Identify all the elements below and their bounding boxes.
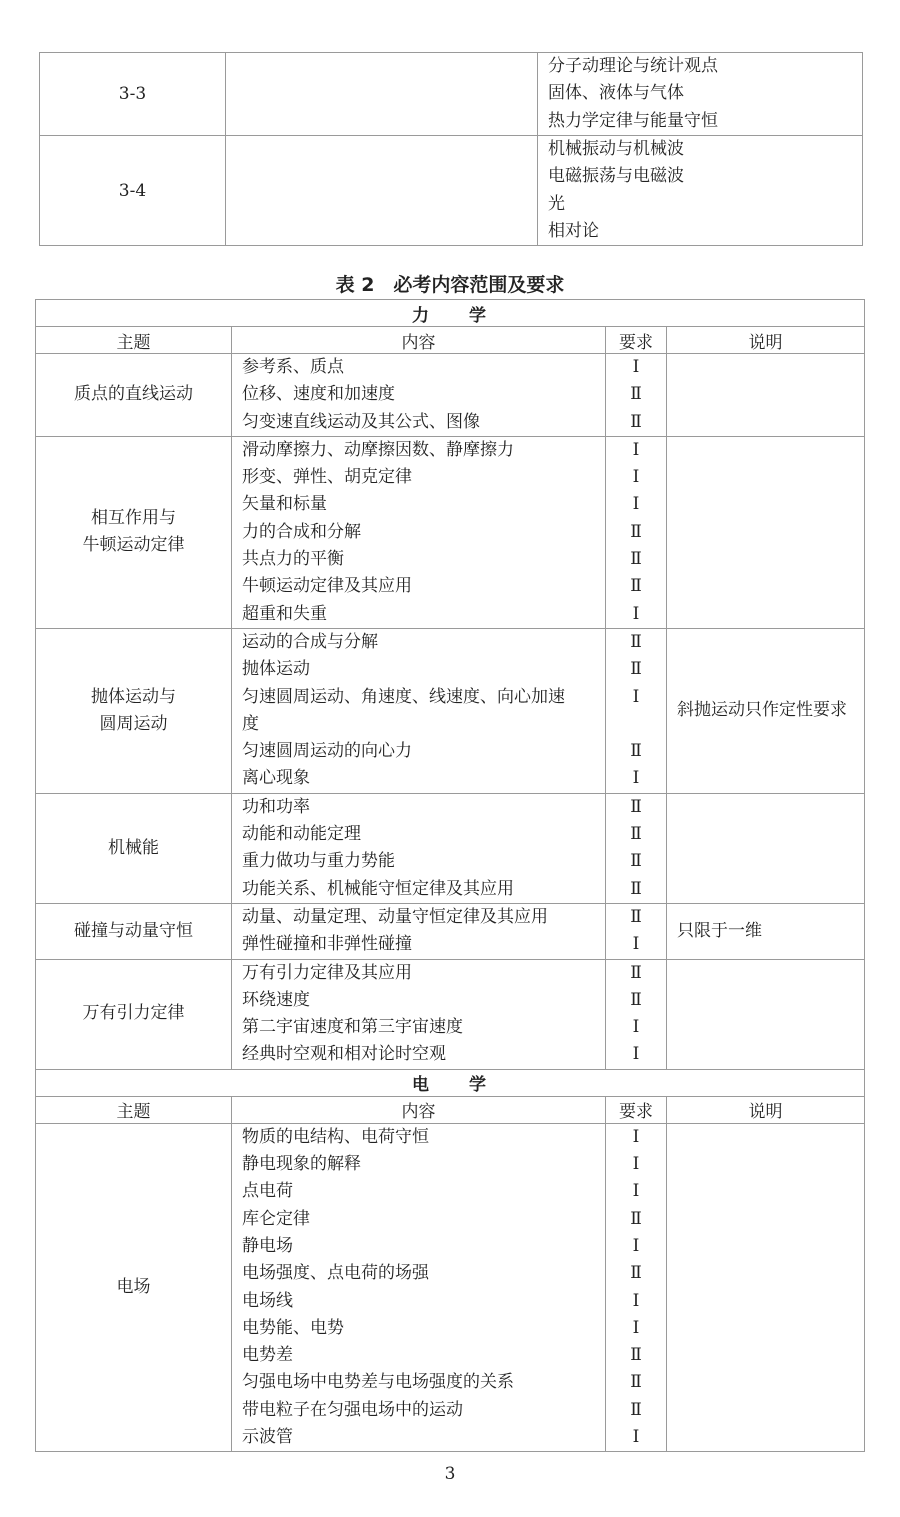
requirement-level: Ⅱ	[630, 549, 642, 570]
topic-line: 碰撞与动量守恒	[74, 920, 193, 941]
content-line: 热力学定律与能量守恒	[548, 110, 718, 131]
content-item: 参考系、质点	[242, 357, 344, 377]
requirement-cell	[606, 628, 667, 793]
requirement-cell	[606, 1123, 667, 1452]
requirement-level: Ⅰ	[632, 1426, 640, 1447]
content-cell	[232, 354, 606, 437]
requirement-level: Ⅰ	[632, 1317, 640, 1338]
content-item: 静电场	[242, 1235, 293, 1256]
table-row	[40, 136, 863, 246]
content-line: 固体、液体与气体	[548, 83, 684, 104]
requirement-level: Ⅰ	[632, 686, 640, 707]
topic-cell	[36, 959, 232, 1069]
requirement-level: Ⅱ	[630, 1372, 642, 1393]
content-item: 静电现象的解释	[242, 1154, 361, 1175]
module-cell: 3-4	[40, 136, 226, 246]
content-item: 牛顿运动定律及其应用	[242, 576, 412, 597]
empty-cell	[226, 136, 538, 246]
content-item: 形变、弹性、胡克定律	[242, 467, 412, 488]
column-header-requirement: 要求	[606, 327, 667, 354]
requirement-level: Ⅱ	[630, 1208, 642, 1229]
content-item: 匀强电场中电势差与电场强度的关系	[242, 1372, 514, 1393]
content-item: 抛体运动	[242, 659, 310, 680]
requirement-cell	[606, 354, 667, 437]
requirement-level: Ⅰ	[632, 1154, 640, 1175]
topic-line: 抛体运动与	[91, 686, 176, 707]
requirement-level: Ⅰ	[632, 1017, 640, 1038]
content-item: 位移、速度和加速度	[242, 384, 395, 405]
content-item: 匀速圆周运动的向心力	[242, 741, 412, 762]
content-item: 库仑定律	[242, 1208, 310, 1229]
content-item: 重力做功与重力势能	[242, 851, 395, 872]
content-item: 共点力的平衡	[242, 549, 344, 570]
header-row	[36, 327, 865, 354]
content-item: 匀速圆周运动、角速度、线速度、向心加速	[242, 686, 565, 707]
requirement-cell	[606, 903, 667, 959]
requirement-level: Ⅰ	[632, 1181, 640, 1202]
note-cell: 斜抛运动只作定性要求	[667, 628, 865, 793]
requirement-level: Ⅰ	[632, 1290, 640, 1311]
content-item: 电场线	[242, 1290, 293, 1311]
page-number: 3	[444, 1464, 456, 1484]
modules-table	[39, 52, 863, 246]
module-cell: 3-3	[40, 53, 226, 136]
requirement-level: Ⅱ	[630, 659, 642, 680]
content-item: 动能和动能定理	[242, 824, 361, 845]
table-row	[40, 53, 863, 136]
requirement-level: Ⅰ	[632, 1235, 640, 1256]
requirement-level: Ⅱ	[630, 384, 642, 405]
requirement-level: Ⅱ	[630, 906, 642, 927]
requirement-level: Ⅱ	[630, 989, 642, 1010]
content-item-continued: 度	[242, 713, 259, 734]
module-content-cell	[538, 53, 863, 136]
content-item: 电场强度、点电荷的场强	[242, 1263, 429, 1284]
content-cell	[232, 959, 606, 1069]
requirement-level: Ⅱ	[630, 1263, 642, 1284]
requirement-level: Ⅱ	[630, 1345, 642, 1366]
requirement-level: Ⅰ	[632, 357, 640, 377]
requirement-cell	[606, 959, 667, 1069]
content-item: 离心现象	[242, 768, 310, 789]
topic-cell	[36, 436, 232, 628]
content-item: 功和功率	[242, 796, 310, 817]
requirement-level: Ⅰ	[632, 467, 640, 488]
topic-cell	[36, 793, 232, 903]
topic-row	[36, 793, 865, 903]
requirement-level: Ⅱ	[630, 521, 642, 542]
requirement-level: Ⅰ	[632, 439, 640, 460]
topic-row	[36, 959, 865, 1069]
requirement-level: Ⅱ	[630, 631, 642, 652]
content-item: 矢量和标量	[242, 494, 327, 515]
requirement-level: Ⅰ	[632, 934, 640, 955]
column-header-topic: 主题	[36, 327, 232, 354]
section-row	[36, 300, 865, 327]
content-item: 环绕速度	[242, 989, 310, 1010]
note-cell	[667, 959, 865, 1069]
requirement-level: Ⅱ	[630, 878, 642, 899]
topic-row	[36, 903, 865, 959]
module-content-cell	[538, 136, 863, 246]
content-line: 光	[548, 193, 565, 214]
requirement-level: Ⅱ	[630, 962, 642, 983]
section-row	[36, 1069, 865, 1096]
content-line: 分子动理论与统计观点	[548, 56, 718, 77]
content-cell	[232, 793, 606, 903]
content-item: 万有引力定律及其应用	[242, 962, 412, 983]
content-item: 第二宇宙速度和第三宇宙速度	[242, 1017, 463, 1038]
content-item: 点电荷	[242, 1181, 293, 1202]
content-item: 动量、动量定理、动量守恒定律及其应用	[242, 906, 548, 927]
requirement-level: Ⅱ	[630, 741, 642, 762]
content-item: 功能关系、机械能守恒定律及其应用	[242, 878, 514, 899]
column-header-requirement: 要求	[606, 1096, 667, 1123]
content-item: 超重和失重	[242, 603, 327, 624]
column-header-content: 内容	[232, 1096, 606, 1123]
content-item: 示波管	[242, 1426, 293, 1447]
topic-cell	[36, 903, 232, 959]
topic-line: 质点的直线运动	[74, 384, 193, 405]
content-cell	[232, 1123, 606, 1452]
content-item: 力的合成和分解	[242, 521, 361, 542]
column-header-note: 说明	[667, 327, 865, 354]
note-cell: 只限于一维	[667, 903, 865, 959]
note-cell	[667, 1123, 865, 1452]
note-cell	[667, 436, 865, 628]
topic-cell	[36, 628, 232, 793]
topic-line: 万有引力定律	[82, 1003, 185, 1024]
requirement-level: Ⅱ	[630, 851, 642, 872]
column-header-content: 内容	[232, 327, 606, 354]
table-title: 表 2 必考内容范围及要求	[335, 274, 565, 296]
requirement-level: Ⅱ	[630, 796, 642, 817]
requirement-level: Ⅱ	[630, 576, 642, 597]
note-cell	[667, 793, 865, 903]
section-title-electricity: 电 学	[36, 1069, 865, 1096]
topic-row	[36, 1123, 865, 1452]
requirement-level: Ⅰ	[632, 1044, 640, 1065]
topic-row	[36, 354, 865, 437]
content-item: 运动的合成与分解	[242, 631, 378, 652]
content-item: 匀变速直线运动及其公式、图像	[242, 411, 480, 432]
content-item: 带电粒子在匀强电场中的运动	[242, 1399, 463, 1420]
content-line: 相对论	[548, 220, 599, 241]
topic-line: 机械能	[108, 837, 159, 858]
topic-line: 牛顿运动定律	[82, 535, 185, 556]
column-header-topic: 主题	[36, 1096, 232, 1123]
requirement-spacer	[606, 711, 666, 738]
topic-cell	[36, 354, 232, 437]
topic-row	[36, 628, 865, 793]
content-item: 电势能、电势	[242, 1317, 344, 1338]
topic-line: 相互作用与	[91, 508, 176, 529]
topic-line: 电场	[116, 1276, 151, 1297]
content-cell	[232, 903, 606, 959]
requirement-cell	[606, 436, 667, 628]
column-header-note: 说明	[667, 1096, 865, 1123]
content-line: 机械振动与机械波	[548, 139, 684, 159]
requirement-level: Ⅱ	[630, 824, 642, 845]
content-item: 电势差	[242, 1345, 293, 1366]
requirement-level: Ⅰ	[632, 494, 640, 515]
requirement-level: Ⅱ	[630, 411, 642, 432]
topic-row	[36, 436, 865, 628]
requirement-level: Ⅱ	[630, 1399, 642, 1420]
header-row	[36, 1096, 865, 1123]
requirement-level: Ⅰ	[632, 768, 640, 789]
requirement-cell	[606, 793, 667, 903]
empty-cell	[226, 53, 538, 136]
topic-line: 圆周运动	[99, 713, 168, 734]
note-cell	[667, 354, 865, 437]
content-cell	[232, 628, 606, 793]
content-item: 滑动摩擦力、动摩擦因数、静摩擦力	[242, 439, 514, 460]
content-line: 电磁振荡与电磁波	[548, 166, 684, 187]
content-cell	[232, 436, 606, 628]
topic-cell	[36, 1123, 232, 1452]
section-title-mechanics: 力 学	[36, 300, 865, 327]
content-item: 物质的电结构、电荷守恒	[242, 1126, 429, 1147]
requirement-level: Ⅰ	[632, 1126, 640, 1147]
requirements-table	[35, 299, 865, 1452]
content-item: 弹性碰撞和非弹性碰撞	[242, 934, 412, 955]
content-item: 经典时空观和相对论时空观	[242, 1044, 446, 1065]
requirement-level: Ⅰ	[632, 603, 640, 624]
